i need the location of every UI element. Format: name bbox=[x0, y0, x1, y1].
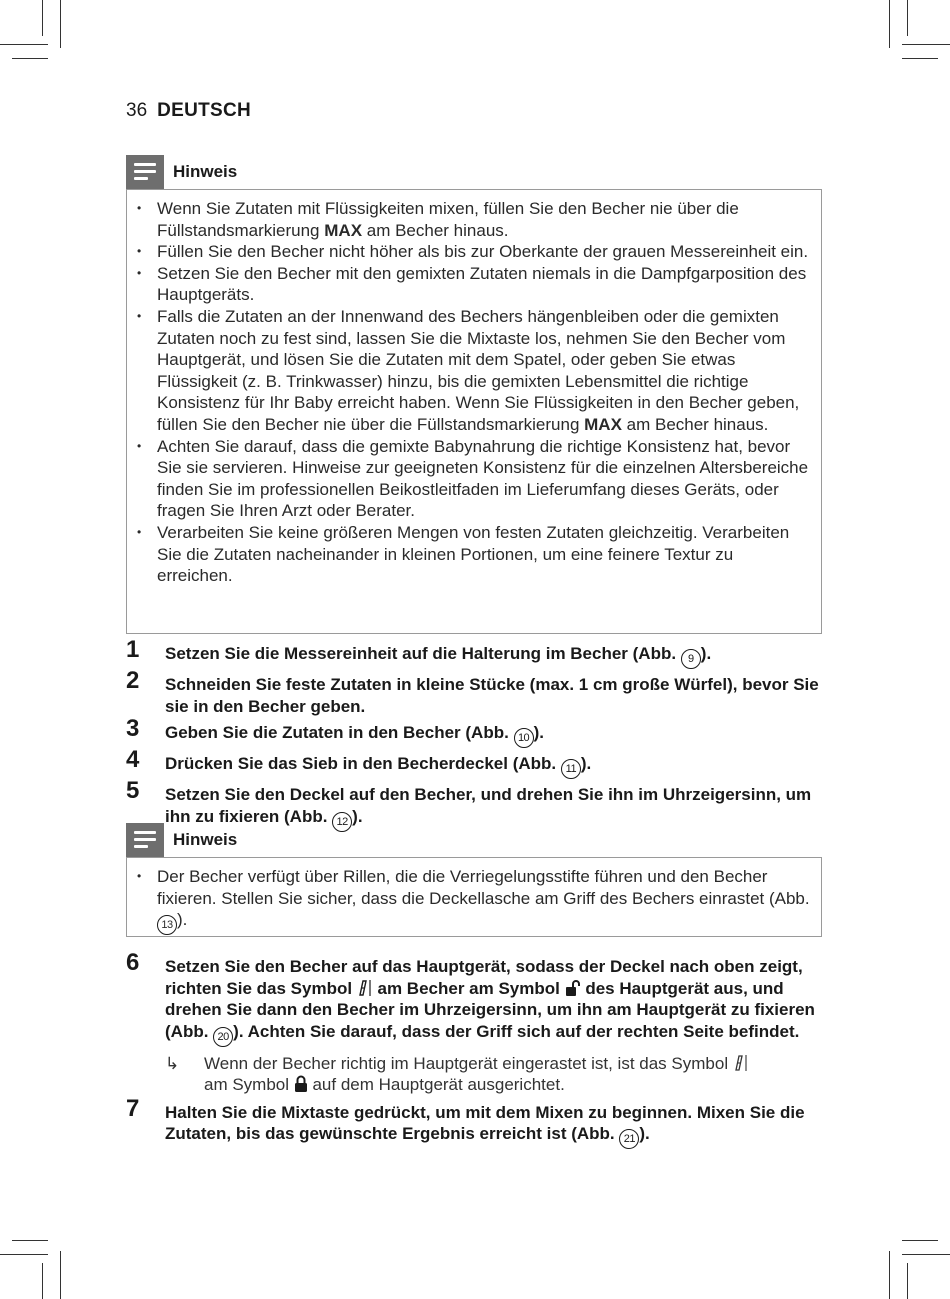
note-item: • Füllen Sie den Becher nicht höher als bis zur Oberkante der grauen Messereinheit ein. bbox=[157, 241, 813, 263]
cup-marker-icon bbox=[357, 979, 373, 997]
crop-mark bbox=[60, 0, 61, 48]
figure-ref: 11 bbox=[561, 759, 581, 779]
note-item: • Falls die Zutaten an der Innenwand des Bechers hängenbleiben oder die gemixten Zutaten noch zu fest sind, lassen Sie die Mixtaste los, nehmen Sie den Becher vom Hauptgerät, und lösen Sie die Zutaten mit dem Spatel, oder geben Sie etwas Flüssigkeit (z. B. Trinkwasser) hinzu, bis die gemixten Lebensmittel die richtige Konsistenz für Ihr Baby erreicht haben. Wenn Sie Flüssigkeiten in den Becher geben, füllen Sie den Becher nie über die Füllstandsmarkierung MAX am Becher hinaus. bbox=[157, 306, 813, 436]
note-item: • Setzen Sie den Becher mit den gemixten Zutaten niemals in die Dampfgarposition des Hauptgeräts. bbox=[157, 263, 813, 306]
figure-ref: 21 bbox=[619, 1129, 639, 1149]
crop-mark bbox=[907, 1263, 908, 1299]
note-item: • Verarbeiten Sie keine größeren Mengen von festen Zutaten gleichzeitig. Verarbeiten Sie die Zutaten nacheinander in kleinen Portionen, um eine feinere Textur zu erreichen. bbox=[157, 522, 813, 587]
lock-icon bbox=[294, 1075, 308, 1093]
crop-mark bbox=[42, 0, 43, 36]
unlock-icon bbox=[565, 979, 581, 997]
page-header bbox=[126, 100, 251, 122]
note-item: • Achten Sie darauf, dass die gemixte Babynahrung die richtige Konsistenz hat, bevor Sie sie servieren. Hinweise zur geeigneten Konsistenz für die einzelnen Altersbereiche finden Sie im professionellen Beikostleitfaden im Lieferumfang dieses Geräts, oder fragen Sie Ihren Arzt oder Berater. bbox=[157, 436, 813, 522]
crop-mark bbox=[907, 0, 908, 36]
crop-mark bbox=[0, 44, 48, 45]
crop-mark bbox=[902, 1240, 938, 1241]
note-header bbox=[126, 823, 237, 857]
note-list bbox=[157, 866, 813, 935]
cup-marker-icon bbox=[733, 1054, 749, 1072]
step: 5 Setzen Sie den Deckel auf den Becher, und drehen Sie ihn im Uhrzeigersinn, um ihn zu fixieren (Abb. 12 ). bbox=[126, 784, 826, 832]
figure-ref: 10 bbox=[514, 728, 534, 748]
note-title: Hinweis bbox=[173, 162, 238, 181]
step: 6 Setzen Sie den Becher auf das Hauptgerät, sodass der Deckel nach oben zeigt, richten Sie das Symbol am Becher am Symbol des Hauptgerät aus, und drehen Sie dann den Becher im Uhrzeigersinn, um ihn am Hauptgerät zu fixieren (Abb. 20 ). Achten Sie darauf, dass der Griff sich auf der rechten Seite befindet. bbox=[126, 956, 826, 1047]
page-number: 36 bbox=[126, 100, 148, 121]
note-icon bbox=[126, 823, 164, 857]
figure-ref: 9 bbox=[681, 649, 701, 669]
step: 3 Geben Sie die Zutaten in den Becher (Abb. 10 ). bbox=[126, 722, 826, 748]
step: 1 Setzen Sie die Messereinheit auf die Halterung im Becher (Abb. 9 ). bbox=[126, 643, 826, 669]
note-box bbox=[126, 189, 822, 634]
crop-mark bbox=[902, 44, 950, 45]
crop-mark bbox=[889, 0, 890, 48]
step: 7 Halten Sie die Mixtaste gedrückt, um mit dem Mixen zu beginnen. Mixen Sie die Zutaten, bis das gewünschte Ergebnis erreicht ist (Abb. 21 ). bbox=[126, 1102, 826, 1150]
crop-mark bbox=[902, 58, 938, 59]
language-title: DEUTSCH bbox=[157, 100, 252, 121]
note-item: • Der Becher verfügt über Rillen, die die Verriegelungsstifte führen und den Becher fixieren. Stellen Sie sicher, dass die Deckellasche am Griff des Bechers einrastet (Abb. 13 ). bbox=[157, 866, 813, 935]
step: 4 Drücken Sie das Sieb in den Becherdeckel (Abb. 11 ). bbox=[126, 753, 826, 779]
crop-mark bbox=[12, 58, 48, 59]
crop-mark bbox=[0, 1254, 48, 1255]
figure-ref: 20 bbox=[213, 1027, 233, 1047]
note-item: • Wenn Sie Zutaten mit Flüssigkeiten mixen, füllen Sie den Becher nie über die Füllstandsmarkierung MAX am Becher hinaus. bbox=[157, 198, 813, 241]
note-header bbox=[126, 155, 237, 189]
crop-mark bbox=[42, 1263, 43, 1299]
crop-mark bbox=[889, 1251, 890, 1299]
steps-list bbox=[126, 949, 826, 1154]
result-arrow-icon: ↳ bbox=[165, 1053, 180, 1073]
figure-ref: 13 bbox=[157, 915, 177, 935]
figure-ref: 12 bbox=[332, 812, 352, 832]
step-result: ↳ Wenn der Becher richtig im Hauptgerät eingerastet ist, ist das Symbol am Symbol auf dem Hauptgerät ausgerichtet. bbox=[126, 1053, 826, 1096]
note-list bbox=[157, 198, 813, 587]
crop-mark bbox=[12, 1240, 48, 1241]
crop-mark bbox=[60, 1251, 61, 1299]
crop-mark bbox=[902, 1254, 950, 1255]
note-box bbox=[126, 857, 822, 937]
step: 2 Schneiden Sie feste Zutaten in kleine Stücke (max. 1 cm große Würfel), bevor Sie sie in den Becher geben. bbox=[126, 667, 819, 716]
note-title: Hinweis bbox=[173, 830, 238, 849]
steps-list bbox=[126, 636, 826, 837]
note-icon bbox=[126, 155, 164, 189]
